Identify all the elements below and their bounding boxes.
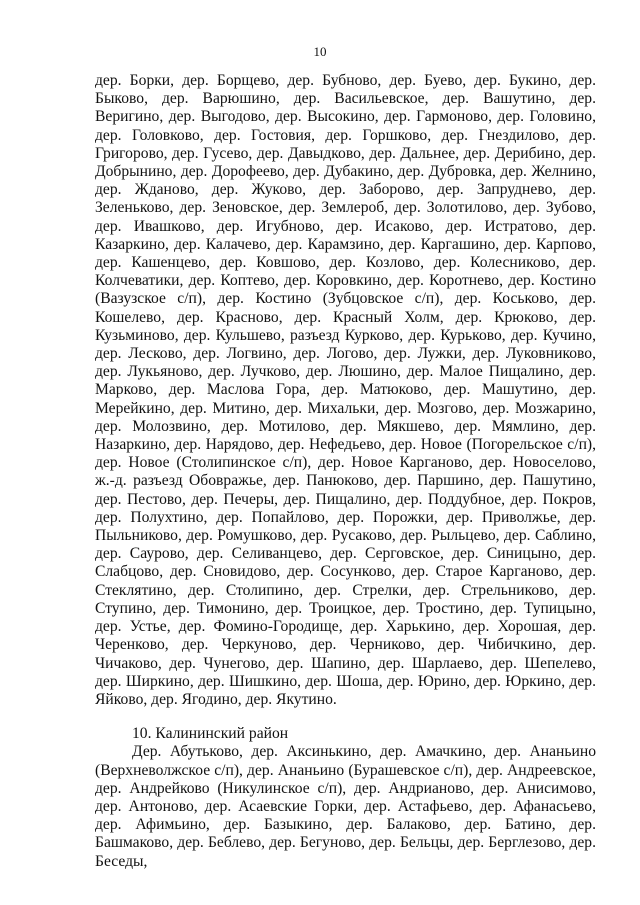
page-number: 10 <box>313 44 327 59</box>
settlement-list-paragraph-2: Дер. Абутьково, дер. Аксинькино, дер. Амачкино, дер. Ананьино (Верхневолжское с/п), дер. Ананьино (Бурашевское с/п), дер. Андреевское, дер. Андрейково (Никулинское с/п), дер. Андрианово, дер. Анисимово, дер. Антоново, дер. Асаевские Горки, дер. Астафьево, дер. Афанасьево, дер. Афимьино, дер. Базыкино, дер. Балаково, дер. Батино, дер. Башмаково, дер. Беблево, дер. Бегуново, дер. Бельцы, дер. Берглезово, дер. Беседы, <box>95 743 596 870</box>
document-body <box>95 72 596 871</box>
settlement-list-paragraph: дер. Борки, дер. Борщево, дер. Бубново, дер. Буево, дер. Букино, дер. Быково, дер. Варюшино, дер. Васильевское, дер. Вашутино, дер. Веригино, дер. Выгодово, дер. Высокино, дер. Гармоново, дер. Головино, дер. Головково, дер. Гостовия, дер. Горшково, дер. Гнездилово, дер. Григорово, дер. Гусево, дер. Давыдково, дер. Дальнее, дер. Дерибино, дер. Добрынино, дер. Дорофеево, дер. Дубакино, дер. Дубровка, дер. Желнино, дер. Жданово, дер. Жуково, дер. Заборово, дер. Запруднево, дер. Зеленьково, дер. Зеновское, дер. Землероб, дер. Золотилово, дер. Зубово, дер. Ивашково, дер. Игубново, дер. Исаково, дер. Истратово, дер. Казаркино, дер. Калачево, дер. Карамзино, дер. Каргашино, дер. Карпово, дер. Кашенцево, дер. Ковшово, дер. Козлово, дер. Колесниково, дер. Колчеватики, дер. Коптево, дер. Коровкино, дер. Коротнево, дер. Костино (Вазузское с/п), дер. Костино (Зубцовское с/п), дер. Коськово, дер. Кошелево, дер. Красново, дер. Красный Холм, дер. Крюково, дер. Кузьминово, дер. Кульшево, разъезд Курково, дер. Курьково, дер. Кучино, дер. Лесково, дер. Логвино, дер. Логово, дер. Лужки, дер. Луковниково, дер. Лукьяново, дер. Лучково, дер. Люшино, дер. Малое Пищалино, дер. Марково, дер. Маслова Гора, дер. Матюково, дер. Машутино, дер. Мерейкино, дер. Митино, дер. Михальки, дер. Мозгово, дер. Мозжарино, дер. Молозвино, дер. Мотилово, дер. Мякшево, дер. Мямлино, дер. Назаркино, дер. Нарядово, дер. Нефедьево, дер. Новое (Погорельское с/п), дер. Новое (Столипинское с/п), дер. Новое Карганово, дер. Новоселово, ж.-д. разъезд Обовражье, дер. Панюково, дер. Паршино, дер. Пашутино, дер. Пестово, дер. Печеры, дер. Пищалино, дер. Поддубное, дер. Покров, дер. Полухтино, дер. Попайлово, дер. Порожки, дер. Приволжье, дер. Пыльниково, дер. Ромушково, дер. Русаково, дер. Рыльцево, дер. Саблино, дер. Саурово, дер. Селиванцево, дер. Серговское, дер. Синицыно, дер. Слабцово, дер. Сновидово, дер. Сосунково, дер. Старое Карганово, дер. Стеклятино, дер. Столипино, дер. Стрелки, дер. Стрельниково, дер. Ступино, дер. Тимонино, дер. Троицкое, дер. Тростино, дер. Тупицыно, дер. Устье, дер. Фомино-Городище, дер. Харькино, дер. Хорошая, дер. Черенково, дер. Черкуново, дер. Черниково, дер. Чибичкино, дер. Чичаково, дер. Чунегово, дер. Шапино, дер. Шарлаево, дер. Шепелево, дер. Ширкино, дер. Шишкино, дер. Шоша, дер. Юрино, дер. Юркино, дер. Яйково, дер. Ягодино, дер. Якутино. <box>95 72 596 708</box>
section-heading: 10. Калининский район <box>132 725 289 743</box>
